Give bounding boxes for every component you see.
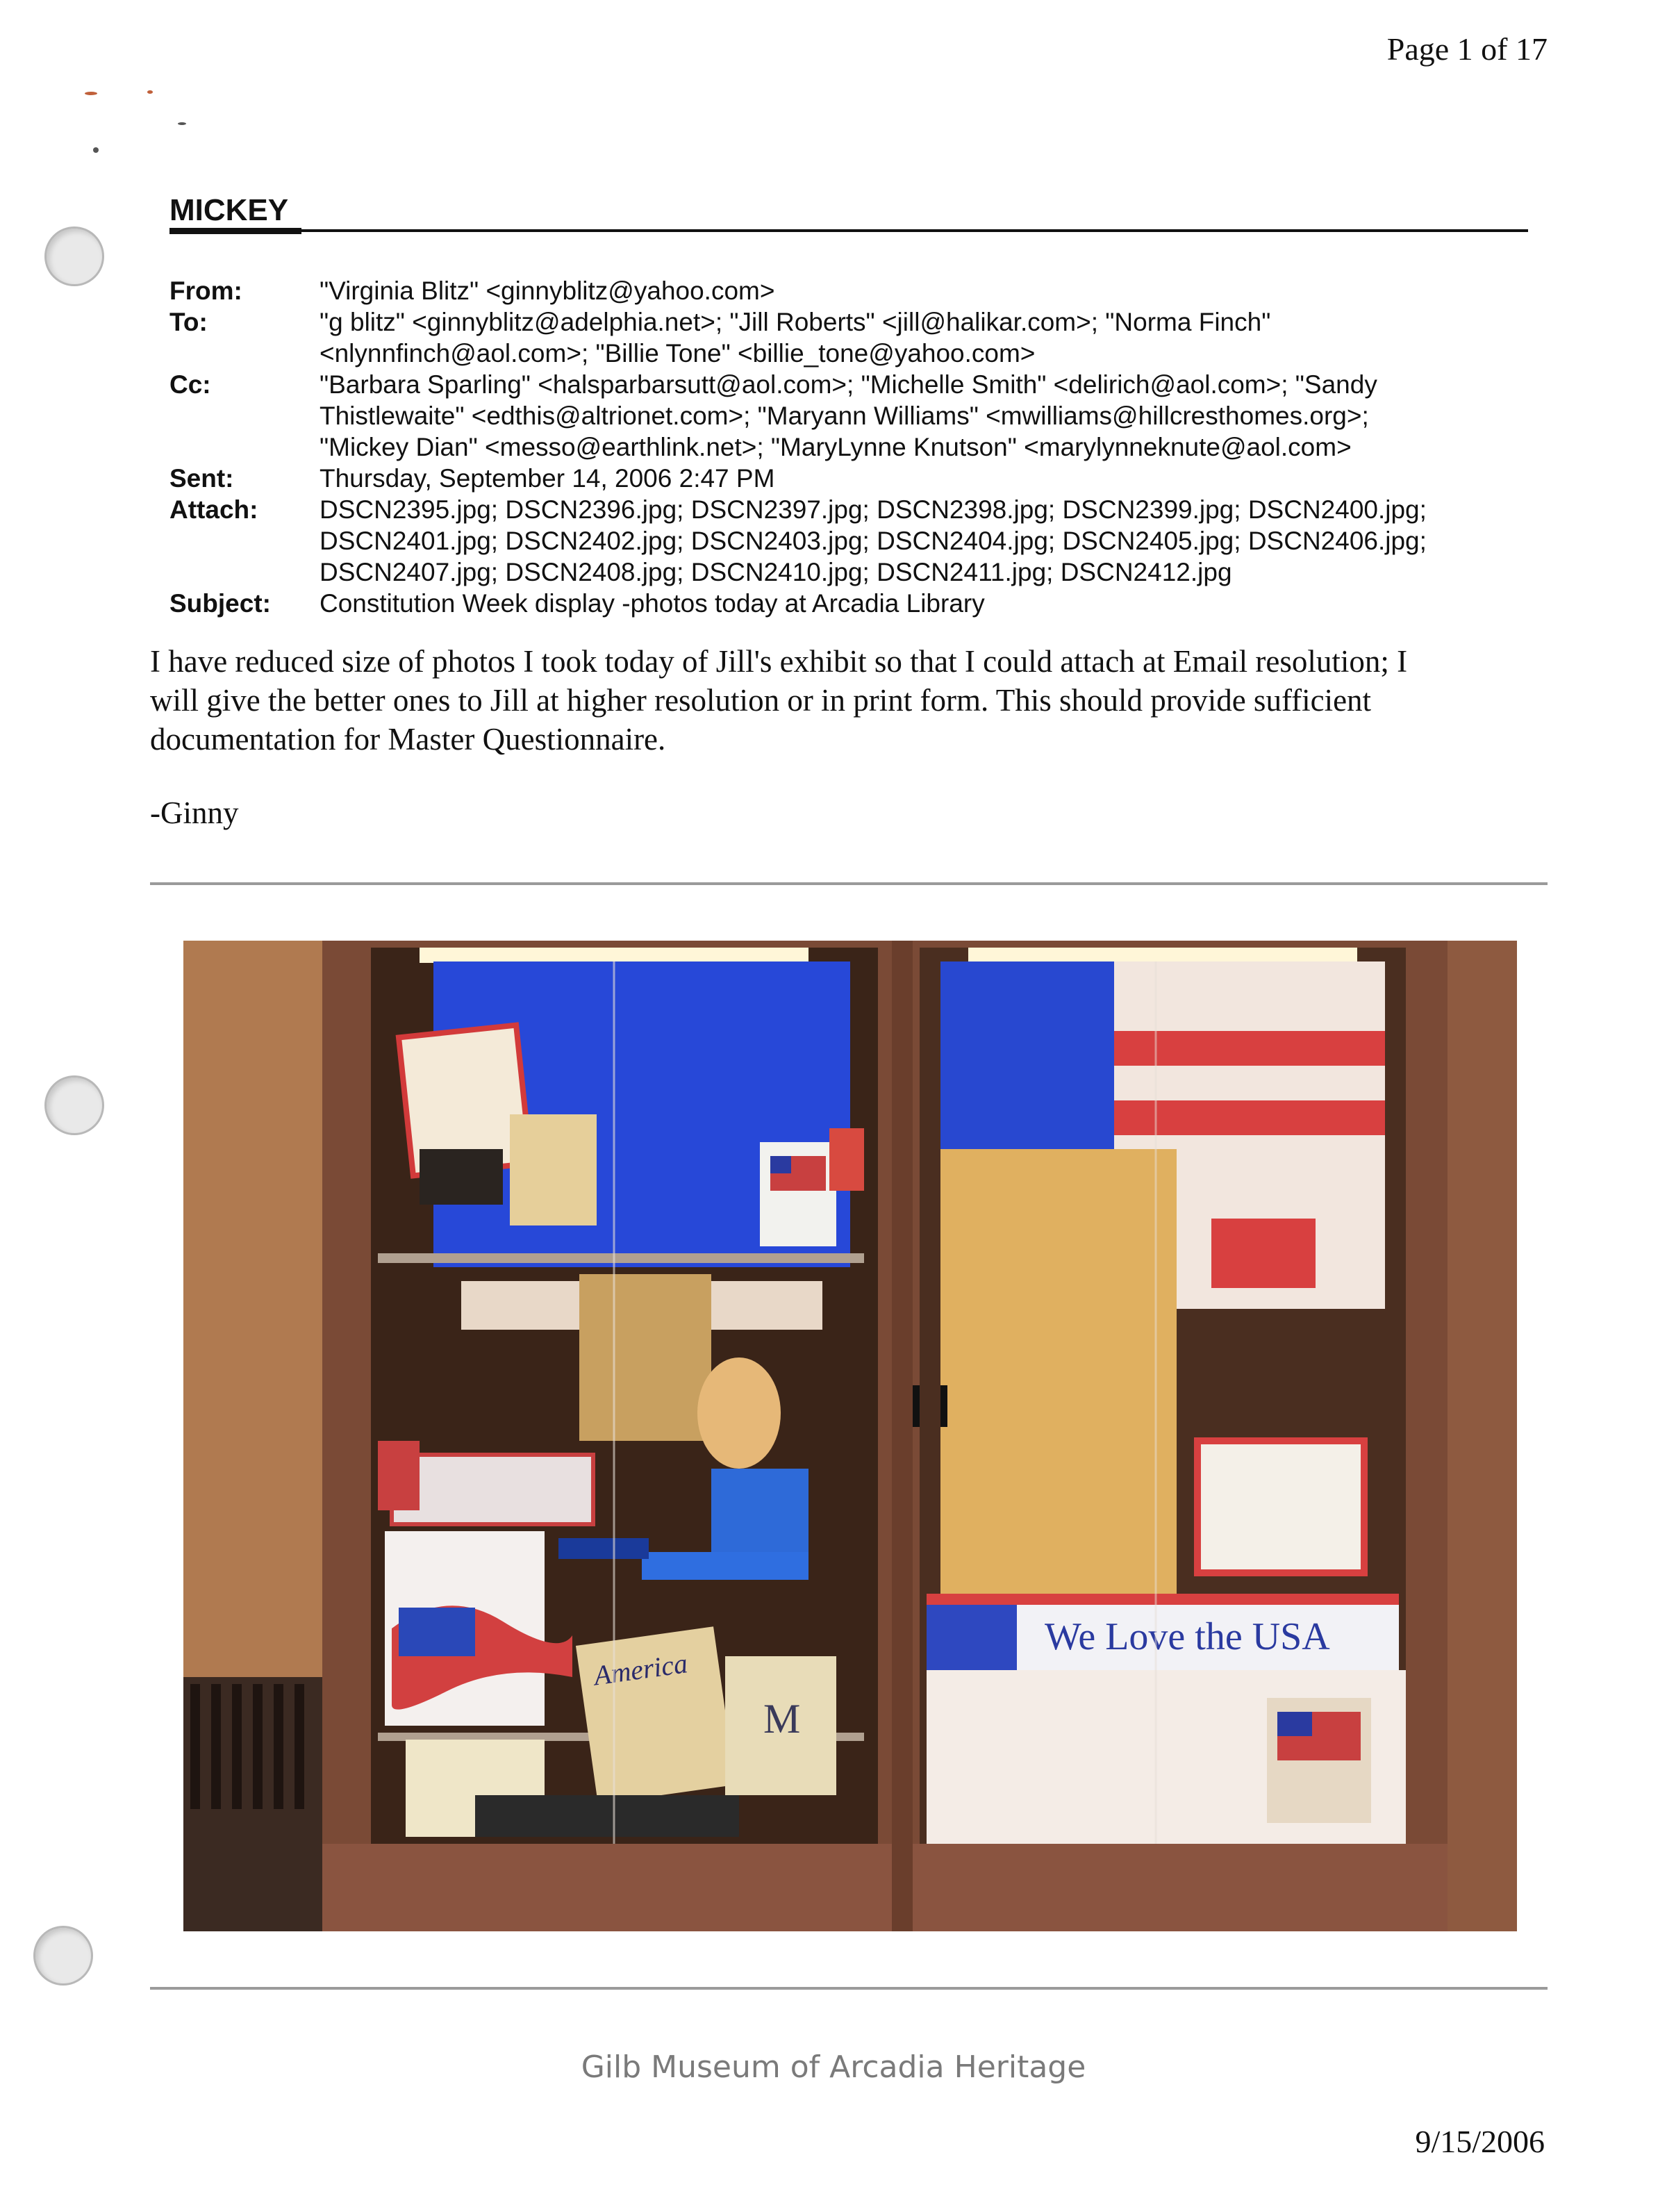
cc-line: "Mickey Dian" <messo@earthlink.net>; "MaryLynne Knutson" <marylynneknute@aol.com> [320,433,1352,461]
banner-stars [927,1594,1017,1670]
case-light [968,948,1357,963]
mini-flag-canton [770,1156,791,1173]
page-number: Page 1 of 17 [1386,31,1548,67]
cc-row [169,369,1531,463]
photo-illustration [183,941,1517,1931]
owner-rule [169,229,1528,232]
attach-line: DSCN2407.jpg; DSCN2408.jpg; DSCN2410.jpg; DSCN2411.jpg; DSCN2412.jpg [320,558,1232,586]
door-latch [913,1385,920,1427]
cabinet-divider [892,941,913,1931]
attach-label: Attach: [169,495,258,524]
separator-line [150,882,1548,885]
glass-shelf [378,1253,864,1263]
document-card [510,1114,597,1225]
attach-line: DSCN2401.jpg; DSCN2402.jpg; DSCN2403.jpg; DSCN2404.jpg; DSCN2405.jpg; DSCN2406.jpg; [320,527,1427,555]
museum-watermark: Gilb Museum of Arcadia Heritage [581,2049,1086,2085]
body-line: will give the better ones to Jill at higher resolution or in print form. This should provide sufficient [150,683,1372,718]
subject-row [169,588,1531,619]
flag-book-canton [1277,1712,1312,1736]
door-latch [940,1385,947,1427]
cc-value [320,369,1531,463]
attach-row [169,494,1531,588]
scan-speck [85,92,97,95]
blue-stand [642,1552,808,1580]
sent-row [169,463,1531,494]
scan-speck [93,147,99,153]
owner-rule-accent [169,228,301,234]
poster-photo [420,1149,503,1205]
sent-value: Thursday, September 14, 2006 2:47 PM [320,464,775,493]
cc-line: Thistlewaite" <edthis@altrionet.com>; "Maryann Williams" <mwilliams@hillcresthomes.org>; [320,402,1369,430]
banner-stripe [927,1594,1399,1605]
case-light [420,948,808,963]
cc-label: Cc: [169,370,211,399]
to-line: <nlynnfinch@aol.com>; "Billie Tone" <billie_tone@yahoo.com> [320,339,1036,368]
banner-text: We Love the USA [1045,1615,1330,1658]
to-line: "g blitz" <ginnyblitz@adelphia.net>; "Jill Roberts" <jill@halikar.com>; "Norma Finch" [320,308,1271,336]
attach-line: DSCN2395.jpg; DSCN2396.jpg; DSCN2397.jpg; DSCN2398.jpg; DSCN2399.jpg; DSCN2400.jpg; [320,495,1427,524]
from-row [169,275,1531,306]
display-case-photo [183,941,1517,1931]
to-label: To: [169,308,208,336]
scan-speck [147,90,153,94]
flag-canton [940,961,1114,1170]
framed-document [579,1274,711,1441]
print-date: 9/15/2006 [1415,2124,1545,2159]
book-title: America [592,1647,690,1692]
separator-line [150,1987,1548,1990]
book-stack [475,1795,739,1837]
certificate-frame [1197,1441,1364,1573]
to-value [320,306,1531,369]
from-value: "Virginia Blitz" <ginnyblitz@yahoo.com> [320,276,775,305]
flag-stick [378,1441,420,1510]
to-row [169,306,1531,369]
cabinet-base [322,1844,1448,1931]
body-line: documentation for Master Questionnaire. [150,722,666,757]
sign-card [392,1455,593,1524]
from-label: From: [169,276,242,305]
quill-figure [697,1357,781,1469]
inkwell-base [558,1538,649,1559]
email-body [150,642,1525,759]
email-header [169,275,1531,619]
mailbox-owner: MICKEY [169,193,289,227]
scan-speck [178,122,186,125]
punch-hole [33,1926,93,1986]
book-letter: M [763,1696,801,1742]
punch-hole [44,1075,104,1135]
blue-figure-body [711,1469,808,1552]
subject-label: Subject: [169,589,271,618]
quilt-canton [399,1608,475,1656]
small-flag [829,1128,864,1191]
email-signature: -Ginny [150,795,239,830]
punch-hole [44,226,104,286]
sent-label: Sent: [169,464,234,493]
red-panel [1211,1219,1316,1288]
cc-line: "Barbara Sparling" <halsparbarsutt@aol.com>; "Michelle Smith" <delirich@aol.com>; "Sandy [320,370,1377,399]
constitution-scroll [940,1149,1177,1621]
attach-value [320,494,1531,588]
subject-value: Constitution Week display -photos today at Arcadia Library [320,589,985,618]
body-line: I have reduced size of photos I took today of Jill's exhibit so that I could attach at Email resolution; I [150,644,1408,679]
